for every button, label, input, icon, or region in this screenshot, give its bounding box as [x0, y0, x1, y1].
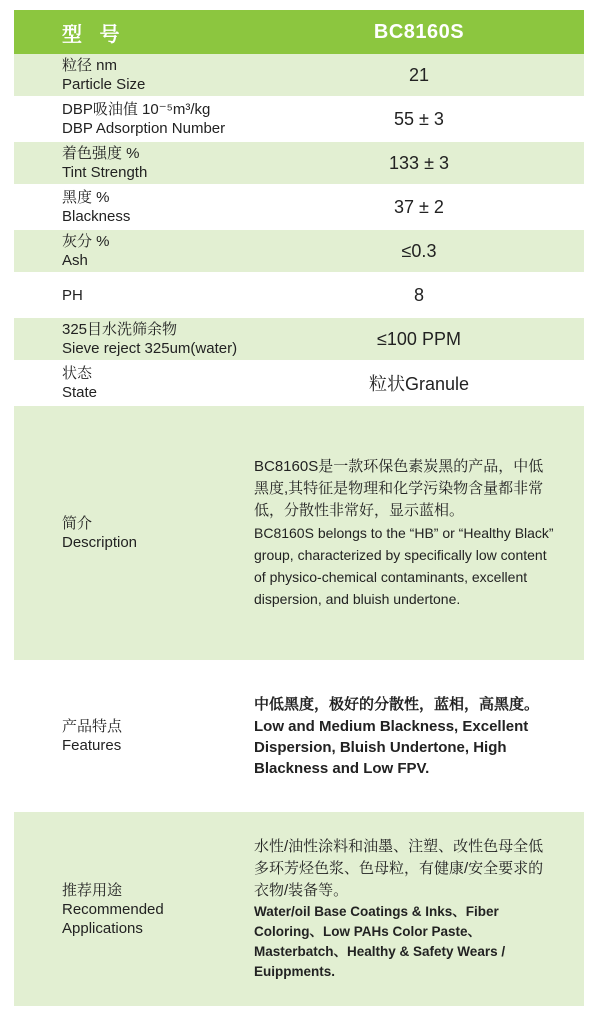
description-label	[14, 514, 254, 552]
spec-label	[14, 320, 254, 358]
spec-value: 133 ± 3	[389, 152, 449, 173]
spec-label	[14, 364, 254, 402]
applications-row	[14, 812, 584, 1008]
spec-label-zh: 黑度 %	[62, 189, 110, 206]
spec-value: ≤0.3	[401, 240, 437, 261]
features-text-zh: 中低黑度，极好的分散性，蓝相，高黑度。	[254, 695, 540, 713]
applications-text	[254, 836, 584, 982]
applications-label-zh: 推荐用途	[62, 881, 123, 899]
features-row	[14, 662, 584, 812]
description-label-en: Description	[62, 534, 138, 551]
model-name: BC8160S	[373, 20, 465, 43]
features-text-en: Low and Medium Blackness, Excellent Dispersion, Bluish Undertone, High Blackness and Low FPV.	[254, 717, 529, 777]
spec-label-en: Tint Strength	[62, 164, 148, 181]
spec-row-ph	[14, 274, 584, 318]
spec-label	[14, 188, 254, 226]
spec-label-zh: 状态	[62, 365, 93, 382]
spec-label-zh: DBP吸油值 10⁻⁵m³/kg	[62, 101, 211, 118]
spec-label	[14, 100, 254, 138]
table-header	[14, 10, 584, 54]
spec-row-blackness	[14, 186, 584, 230]
applications-text-zh: 水性/油性涂料和油墨、注塑、改性色母全低多环芳烃色浆、色母粒，有健康/安全要求的衣物/装备等。	[254, 838, 544, 899]
spec-label-en: Ash	[62, 252, 88, 269]
spec-row-particle-size	[14, 54, 584, 98]
spec-label-zh: 粒径 nm	[62, 57, 118, 74]
spec-label-en: Blackness	[62, 208, 131, 225]
description-label-zh: 简介	[62, 515, 93, 532]
applications-text-en: Water/oil Base Coatings & Inks、Fiber Coloring、Low PAHs Color Paste、Masterbatch、Healthy & Safety Wears / Euippments.	[254, 904, 506, 979]
spec-row-tint-strength	[14, 142, 584, 186]
spec-row-sieve-reject	[14, 318, 584, 362]
spec-row-ash	[14, 230, 584, 274]
spec-label-en: DBP Adsorption Number	[62, 120, 226, 137]
spec-label-zh: PH	[62, 286, 83, 304]
spec-label-en: State	[62, 384, 98, 401]
spec-value: 37 ± 2	[394, 196, 444, 217]
spec-label	[14, 144, 254, 182]
spec-value: ≤100 PPM	[377, 328, 461, 349]
spec-label	[14, 286, 254, 305]
spec-value: 8	[413, 284, 424, 305]
spec-label	[14, 56, 254, 94]
description-text-en: BC8160S belongs to the “HB” or “Healthy Black” group, characterized by specifically low content of physico-chemical contaminants, excellent dispersion, and bluish undertone.	[254, 525, 554, 607]
features-label	[14, 717, 254, 755]
description-text-zh: BC8160S是一款环保色素炭黑的产品，中低黑度,其特征是物理和化学污染物含量都非常低，分散性非常好，显示蓝相。	[254, 458, 544, 519]
spec-label	[14, 232, 254, 270]
header-label: 型 号	[62, 23, 126, 46]
spec-label-zh: 325目水洗筛余物	[62, 321, 178, 338]
spec-row-dbp	[14, 98, 584, 142]
spec-value: 粒状Granule	[368, 374, 470, 394]
description-row	[14, 406, 584, 662]
features-label-en: Features	[62, 737, 122, 754]
features-text	[254, 694, 584, 779]
spec-label-en: Particle Size	[62, 76, 146, 93]
description-text	[254, 456, 584, 610]
applications-label-en: Recommended Applications	[62, 900, 164, 937]
spec-row-state	[14, 362, 584, 406]
features-label-zh: 产品特点	[62, 718, 123, 735]
spec-label-zh: 灰分 %	[62, 233, 110, 250]
spec-label-en: Sieve reject 325um(water)	[62, 340, 238, 357]
spec-label-zh: 着色强度 %	[62, 145, 140, 162]
applications-label	[14, 881, 254, 938]
spec-sheet	[14, 10, 584, 1008]
spec-value: 55 ± 3	[394, 108, 444, 129]
spec-value: 21	[408, 64, 430, 85]
